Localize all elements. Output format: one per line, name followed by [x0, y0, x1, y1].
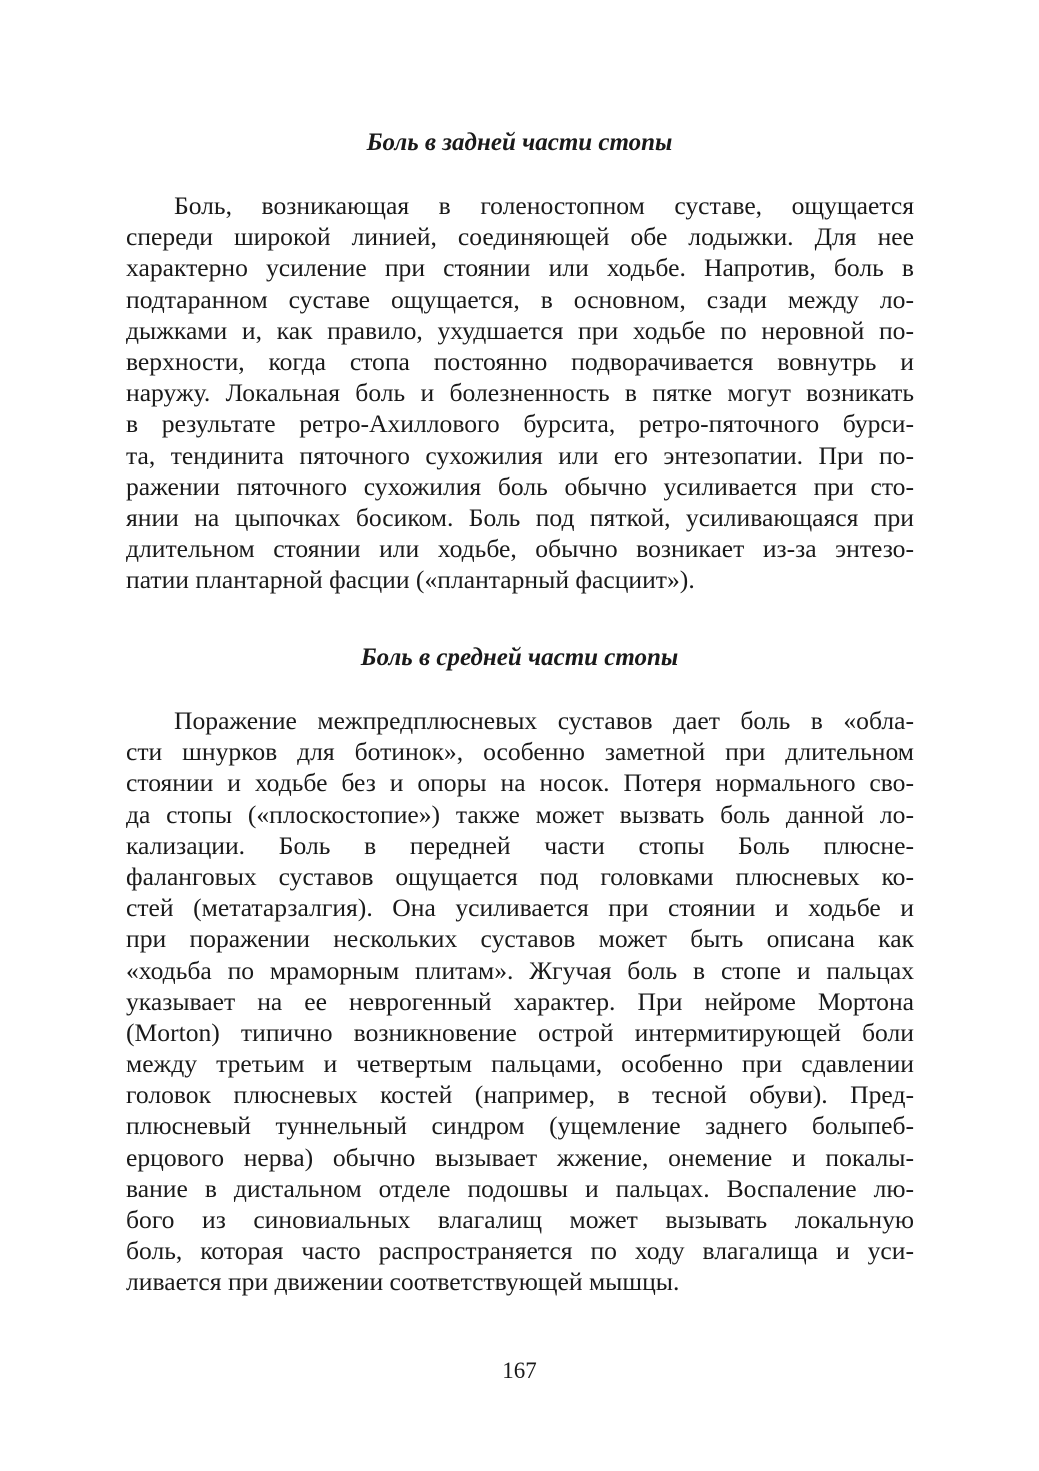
text-line: боль, которая часто распространяется по ходу влагалища и уси- — [126, 1236, 914, 1266]
text-line: указывает на ее неврогенный характер. При нейроме Мортона — [126, 986, 914, 1016]
text-line: в результате ретро-Ахиллового бурсита, ретро-пяточного бурси- — [126, 409, 914, 439]
text-line: ражении пяточного сухожилия боль обычно усиливается при сто- — [126, 471, 914, 501]
text-line: головок плюсневых костей (например, в тесной обуви). Пред- — [126, 1080, 914, 1110]
text-line: стей (метатарзалгия). Она усиливается при стоянии и ходьбе и — [126, 893, 914, 923]
section-heading-midfoot: Боль в средней части стопы — [360, 644, 679, 671]
page-number: 167 — [502, 1358, 537, 1383]
text-line: спереди широкой линией, соединяющей обе лодыжки. Для нее — [126, 222, 914, 252]
text-line: наружу. Локальная боль и болезненность в пятке могут возникать — [126, 378, 914, 408]
text-line: бого из синовиальных влагалищ может вызывать локальную — [126, 1205, 914, 1234]
text-line: длительном стоянии или ходьбе, обычно возникает из-за энтезо- — [126, 534, 914, 564]
text-line: та, тендинита пяточного сухожилия или его энтезопатии. При по- — [126, 440, 914, 470]
text-line: между третьим и четвертым пальцами, особенно при сдавлении — [126, 1049, 914, 1079]
text-line: Поражение межпредплюсневых суставов дает боль в «обла- — [174, 706, 914, 735]
text-line: плюсневый туннельный синдром (ущемление заднего болыпеб- — [126, 1111, 914, 1141]
text-line: дыжками и, как правило, ухудшается при ходьбе по неровной по- — [126, 315, 914, 345]
paragraph-midfoot — [126, 705, 914, 1298]
text-line: кализации. Боль в передней части стопы Боль плюсне- — [126, 830, 914, 860]
text-line: характерно усиление при стоянии или ходьбе. Напротив, боль в — [126, 253, 914, 283]
text-line: да стопы («плоскостопие») также может вызвать боль данной ло- — [126, 799, 914, 829]
text-line: патии плантарной фасции («плантарный фасциит»). — [126, 565, 695, 595]
paragraph-hindfoot — [126, 190, 914, 595]
text-line: ерцового нерва) обычно вызывает жжение, онемение и покалы- — [126, 1142, 914, 1172]
text-line: ливается при движении соответствующей мышцы. — [126, 1267, 680, 1297]
text-line: верхности, когда стопа постоянно подворачивается вовнутрь и — [126, 346, 914, 376]
text-line: при поражении нескольких суставов может быть описана как — [126, 924, 914, 954]
text-line: (Morton) типично возникновение острой интермитирующей боли — [126, 1017, 914, 1047]
text-line: подтаранном суставе ощущается, в основном, сзади между ло- — [126, 284, 914, 314]
text-line: «ходьба по мраморным плитам». Жгучая боль в стопе и пальцах — [126, 955, 914, 985]
text-line: Боль, возникающая в голеностопном суставе, ощущается — [174, 191, 914, 220]
section-heading-hindfoot: Боль в задней части стопы — [366, 129, 673, 156]
text-line: янии на цыпочках босиком. Боль под пяткой, усиливающаяся при — [126, 502, 914, 532]
text-line: вание в дистальном отделе подошвы и пальцах. Воспаление лю- — [126, 1173, 914, 1203]
text-line: сти шнурков для ботинок», особенно заметной при длительном — [126, 737, 914, 767]
text-line: стоянии и ходьбе без и опоры на носок. Потеря нормального сво- — [126, 768, 914, 798]
text-line: фаланговых суставов ощущается под головками плюсневых ко- — [126, 861, 914, 891]
